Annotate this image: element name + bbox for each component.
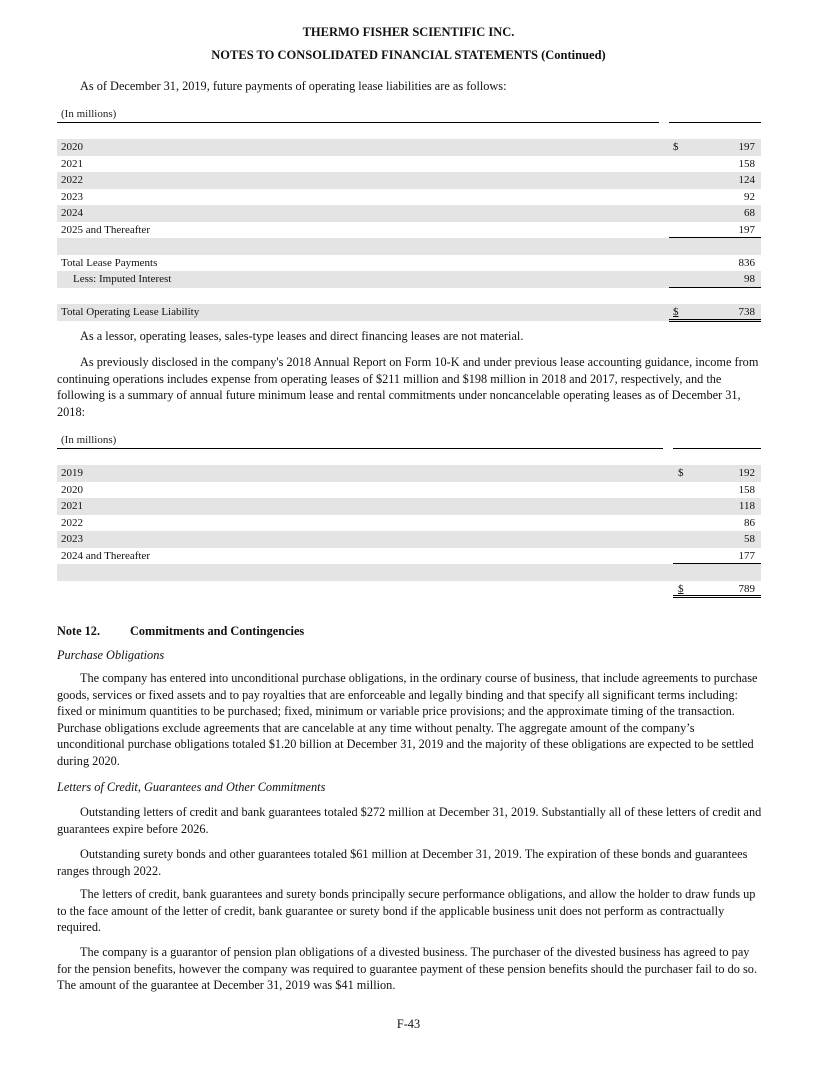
table-row — [57, 531, 761, 548]
row-label: 2024 — [61, 207, 83, 219]
dollar-sign: $ — [678, 467, 684, 479]
note-number: Note 12. — [57, 624, 101, 638]
minimum-lease-commitments-table — [57, 432, 761, 602]
dollar-sign: $ — [678, 582, 684, 595]
table-row — [57, 498, 761, 515]
table-row — [57, 222, 761, 239]
table-row — [57, 255, 761, 272]
table-row — [57, 482, 761, 499]
table-row — [57, 548, 761, 565]
intro-text: As of December 31, 2019, future payments of operating lease liabilities are as follows: — [80, 79, 507, 93]
row-value: 98 — [744, 273, 755, 285]
row-value: 86 — [744, 516, 755, 529]
row-value: 118 — [738, 500, 755, 512]
row-label: 2020 — [61, 483, 83, 496]
row-label: 2025 and Thereafter — [61, 223, 150, 236]
row-value: 158 — [738, 483, 755, 496]
column-rule — [673, 448, 761, 449]
row-label: 2020 — [61, 141, 83, 153]
row-value: 158 — [738, 157, 755, 170]
table-row — [57, 156, 761, 173]
previous-disclosure-text: As previously disclosed in the company's 2018 Annual Report on Form 10-K and under previous lease accounting guidance, income from continuing operations includes expense from operating leases of $211 million and $198 million in 2018 and 2017, respectively, and the following is a summary of annual future minimum lease and rental commitments under noncancelable operating leases as of December 31, 2018: — [57, 355, 759, 419]
table-row — [57, 465, 761, 482]
row-label: Total Operating Lease Liability — [61, 306, 200, 318]
note-heading — [57, 624, 305, 639]
total-double-rule — [669, 319, 761, 322]
row-label: 2019 — [61, 467, 83, 479]
row-label: Total Lease Payments — [61, 256, 158, 269]
caption-rule — [57, 448, 663, 449]
table-row — [57, 172, 761, 189]
letters-of-credit-heading: Letters of Credit, Guarantees and Other Commitments — [57, 780, 326, 794]
table-row — [57, 189, 761, 206]
caption-rule — [57, 122, 659, 123]
row-label: 2021 — [61, 157, 83, 170]
note-title: Commitments and Contingencies — [130, 624, 305, 638]
table-row — [57, 139, 761, 156]
dollar-sign: $ — [673, 306, 679, 318]
table-row — [57, 238, 761, 255]
row-label: 2023 — [61, 533, 83, 545]
pension-guarantee-text: The company is a guarantor of pension plan obligations of a divested business. The purchaser of the divested business has agreed to pay for the pension benefits, however the company was required to guarantee payment of these pension benefits should the purchaser fail to do so. The amount of the guarantee at December 31, 2019 was $41 million. — [57, 945, 758, 993]
row-value: 836 — [738, 256, 755, 269]
row-label: 2022 — [61, 516, 83, 529]
company-title: THERMO FISHER SCIENTIFIC INC. — [302, 25, 515, 39]
row-value: 738 — [738, 306, 755, 318]
row-value: 192 — [738, 467, 755, 479]
page-number: F-43 — [396, 1017, 421, 1031]
surety-bonds-text: Outstanding surety bonds and other guarantees totaled $61 million at December 31, 2019. The expiration of these bonds and guarantees ranges through 2022. — [57, 847, 748, 878]
table-caption: (In millions) — [61, 434, 117, 446]
row-value: 197 — [738, 141, 755, 153]
row-label: 2021 — [61, 500, 83, 512]
table-row — [57, 581, 761, 598]
column-rule — [669, 122, 761, 123]
row-label: 2023 — [61, 190, 83, 203]
row-value: 124 — [738, 174, 755, 186]
purchase-obligations-heading: Purchase Obligations — [57, 648, 165, 662]
table-row — [57, 271, 761, 288]
purchase-obligations-text: The company has entered into unconditional purchase obligations, in the ordinary course of business, that include agreements to purchase goods, services or fixed assets and to pay royalties that are enforceable and legally binding and that specify all significant terms including: fixed or minimum quantities to be purchased; fixed, minimum or variable price provisions; and the approximate timing of the transaction. Purchase obligations exclude agreements that are cancelable at any time without penalty. The aggregate amount of the company’s unconditional purchase obligations totaled $1.20 billion at December 31, 2019 and the majority of these obligations are expected to be settled during 2020. — [57, 671, 758, 768]
table-row — [57, 304, 761, 321]
table-row — [57, 564, 761, 581]
row-label: Less: Imputed Interest — [73, 273, 172, 285]
table-row — [57, 288, 761, 305]
row-value: 789 — [738, 582, 755, 595]
row-value: 58 — [744, 533, 755, 545]
row-value: 92 — [744, 190, 755, 203]
table-caption: (In millions) — [61, 108, 117, 120]
row-value: 68 — [744, 207, 755, 219]
row-label: 2022 — [61, 174, 83, 186]
row-value: 197 — [738, 223, 755, 236]
letters-of-credit-text: Outstanding letters of credit and bank guarantees totaled $272 million at December 31, 2019. Substantially all of these letters of credit and guarantees expire before 2026. — [57, 805, 762, 836]
lease-liabilities-table — [57, 106, 761, 321]
row-value: 177 — [738, 549, 755, 562]
table-row — [57, 205, 761, 222]
total-double-rule — [673, 595, 761, 598]
performance-obligations-text: The letters of credit, bank guarantees and surety bonds principally secure performance obligations, and allow the holder to draw funds up to the face amount of the letter of credit, bank guarantee or surety bond if the applicable business unit does not perform as contractually required. — [57, 887, 756, 935]
page-subtitle: NOTES TO CONSOLIDATED FINANCIAL STATEMENTS (Continued) — [211, 48, 606, 62]
dollar-sign: $ — [673, 141, 679, 153]
lessor-text: As a lessor, operating leases, sales-type leases and direct financing leases are not material. — [80, 329, 524, 343]
table-row — [57, 515, 761, 532]
row-label: 2024 and Thereafter — [61, 549, 150, 562]
